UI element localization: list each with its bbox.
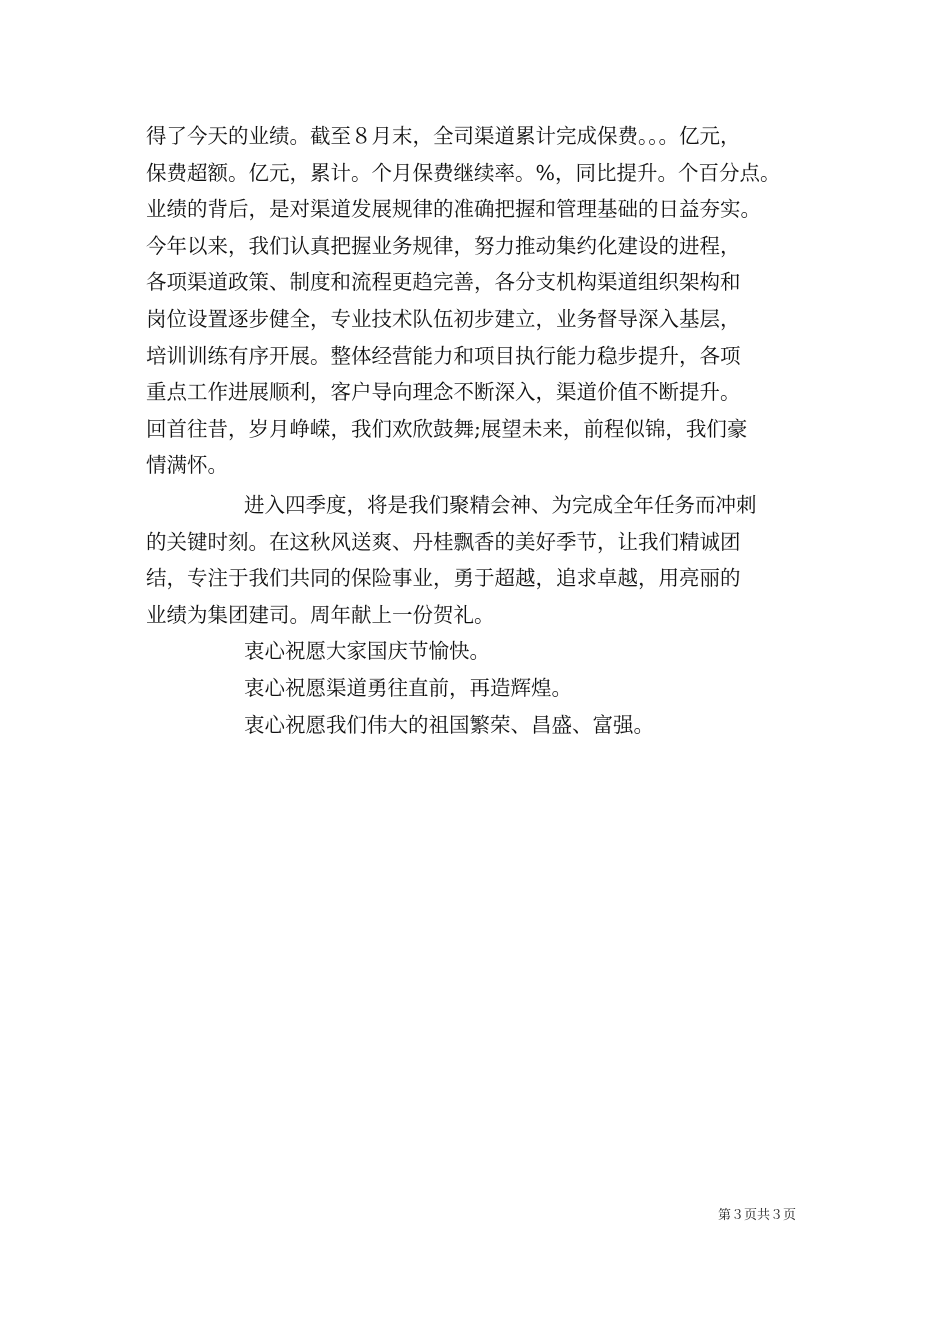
text-line: 得了今天的业绩。截至８月末，全司渠道累计完成保费。。。亿元， (146, 124, 741, 148)
wishes-list (146, 633, 826, 743)
text-line: 的关键时刻。在这秋风送爽、丹桂飘香的美好季节，让我们精诚团 (146, 529, 741, 554)
paragraph-2 (146, 487, 826, 633)
paragraph-1 (146, 118, 826, 484)
wish-line: 衷心祝愿渠道勇往直前，再造辉煌。 (244, 675, 572, 700)
page-number-footer: 第３页共３页 (718, 1208, 797, 1223)
wish-line: 衷心祝愿我们伟大的祖国繁荣、昌盛、富强。 (244, 712, 654, 737)
document-body (146, 118, 826, 743)
text-line: 岗位设置逐步健全，专业技术队伍初步建立，业务督导深入基层， (146, 306, 741, 331)
text-line: 重点工作进展顺利，客户导向理念不断深入，渠道价值不断提升。 (146, 380, 741, 405)
text-line: 保费超额。亿元，累计。个月保费继续率。%，同比提升。个百分点。 (146, 160, 781, 185)
text-line: 回首往昔，岁月峥嵘，我们欢欣鼓舞;展望未来，前程似锦，我们豪 (146, 416, 748, 441)
wish-line: 衷心祝愿大家国庆节愉快。 (244, 639, 490, 664)
text-line: 结，专注于我们共同的保险事业，勇于超越，追求卓越，用亮丽的 (146, 566, 741, 591)
text-line: 情满怀。 (146, 453, 228, 478)
text-line: 培训训练有序开展。整体经营能力和项目执行能力稳步提升，各项 (146, 343, 741, 368)
text-line: 进入四季度，将是我们聚精会神、为完成全年任务而冲刺 (244, 492, 757, 517)
text-line: 今年以来，我们认真把握业务规律，努力推动集约化建设的进程， (146, 233, 741, 258)
text-line: 业绩的背后，是对渠道发展规律的准确把握和管理基础的日益夯实。 (146, 197, 761, 222)
text-line: 业绩为集团建司。周年献上一份贺礼。 (146, 602, 495, 627)
text-line: 各项渠道政策、制度和流程更趋完善，各分支机构渠道组织架构和 (146, 270, 741, 295)
